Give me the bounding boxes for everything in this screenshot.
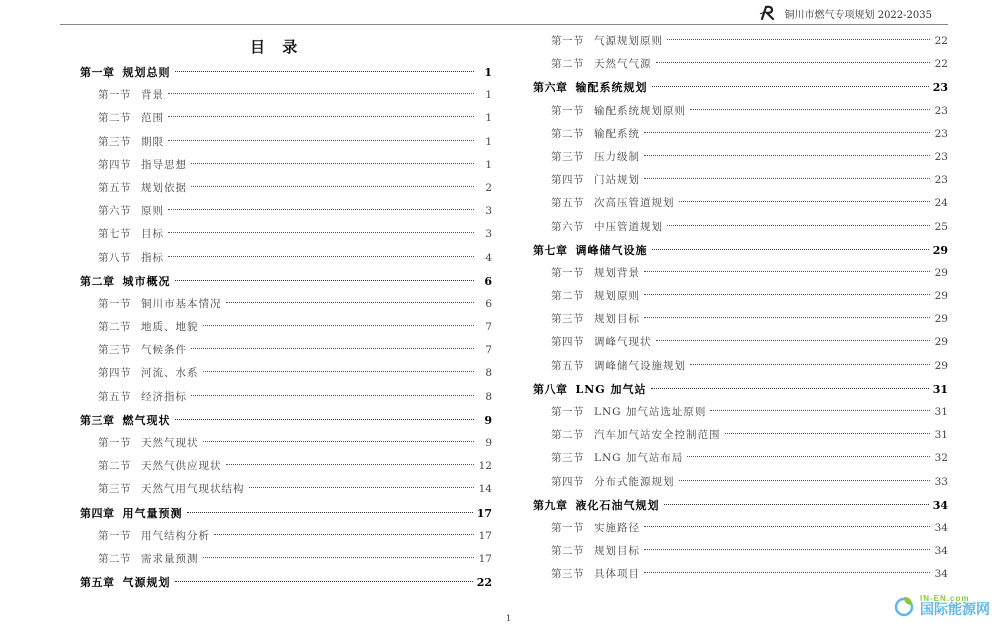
entry-title: 天然气现状 xyxy=(141,437,199,449)
entry-page: 22 xyxy=(476,576,492,590)
dot-leader xyxy=(175,581,473,582)
entry-page: 17 xyxy=(476,506,492,520)
entry-number: 第一节 xyxy=(551,406,584,418)
entry-number: 第八章 xyxy=(533,382,568,396)
toc-left-column xyxy=(80,61,492,594)
dot-leader xyxy=(187,512,473,513)
entry-title: 次高压管道规划 xyxy=(594,197,675,210)
entry-page: 1 xyxy=(485,158,492,171)
dot-leader xyxy=(226,302,475,303)
toc-chapter-entry[interactable] xyxy=(80,502,492,525)
entry-number: 第一章 xyxy=(80,66,115,79)
toc-section-entry[interactable] xyxy=(533,169,948,192)
dot-leader xyxy=(644,572,930,573)
entry-page: 8 xyxy=(485,390,492,403)
entry-title: 调峰储气设施 xyxy=(575,243,648,257)
entry-title: 液化石油气规划 xyxy=(575,498,660,512)
entry-page: 33 xyxy=(934,475,948,488)
toc-chapter-entry[interactable] xyxy=(80,61,492,84)
entry-number: 第三节 xyxy=(98,135,131,148)
entry-title: 输配系统规划原则 xyxy=(594,104,686,117)
watermark-domain: IN-EN.com xyxy=(920,594,970,603)
entry-number: 第一节 xyxy=(98,89,131,102)
entry-title: 规划总则 xyxy=(122,66,171,79)
entry-number: 第一节 xyxy=(98,297,131,310)
dot-leader xyxy=(214,534,474,535)
entry-page: 24 xyxy=(934,197,948,210)
entry-number: 第二节 xyxy=(551,545,584,558)
toc-section-entry[interactable] xyxy=(533,540,948,563)
entry-title: LNG 加气站布局 xyxy=(594,452,684,465)
dot-leader xyxy=(690,109,930,110)
entry-title: 实施路径 xyxy=(594,521,640,534)
dot-leader xyxy=(168,209,474,210)
dot-leader xyxy=(667,39,930,40)
toc-section-entry[interactable] xyxy=(533,424,948,447)
dot-leader xyxy=(203,441,475,442)
entry-number: 第五节 xyxy=(98,181,131,194)
toc-section-entry[interactable] xyxy=(80,455,492,478)
entry-page: 7 xyxy=(485,344,492,357)
dot-leader xyxy=(191,186,474,187)
entry-title: 期限 xyxy=(141,135,164,148)
dot-leader xyxy=(168,116,474,117)
toc-section-entry[interactable] xyxy=(533,53,948,76)
toc-section-entry[interactable] xyxy=(80,339,492,362)
toc-chapter-entry[interactable] xyxy=(533,378,948,401)
entry-title: 规划背景 xyxy=(594,266,640,279)
company-logo-icon xyxy=(759,5,781,21)
entry-number: 第三节 xyxy=(98,483,131,496)
toc-section-entry[interactable] xyxy=(533,517,948,540)
entry-page: 1 xyxy=(484,66,492,79)
toc-chapter-entry[interactable] xyxy=(80,270,492,293)
toc-section-entry[interactable] xyxy=(533,308,948,331)
entry-page: 34 xyxy=(934,568,948,581)
entry-page: 6 xyxy=(484,274,492,288)
entry-page: 14 xyxy=(478,483,492,496)
toc-section-entry[interactable] xyxy=(80,154,492,177)
dot-leader xyxy=(226,464,475,465)
entry-title: 规划依据 xyxy=(141,181,187,194)
toc-section-entry[interactable] xyxy=(533,355,948,378)
dot-leader xyxy=(644,526,930,527)
entry-number: 第六节 xyxy=(551,220,584,233)
entry-number: 第三节 xyxy=(551,452,584,465)
dot-leader xyxy=(656,62,931,63)
entry-title: 规划目标 xyxy=(594,313,640,326)
entry-title: 气源规划原则 xyxy=(594,35,663,47)
entry-page: 29 xyxy=(934,336,948,349)
toc-section-entry[interactable] xyxy=(80,177,492,200)
toc-section-entry[interactable] xyxy=(533,100,948,123)
entry-title: 输配系统规划 xyxy=(575,81,648,95)
page-header xyxy=(759,5,932,21)
toc-section-entry[interactable] xyxy=(80,107,492,130)
toc-section-entry[interactable] xyxy=(80,316,492,339)
entry-page: 23 xyxy=(934,150,948,163)
entry-page: 23 xyxy=(932,81,948,95)
dot-leader xyxy=(679,480,931,481)
toc-chapter-entry[interactable] xyxy=(533,494,948,517)
entry-page: 6 xyxy=(485,297,492,310)
entry-title: 调峰气现状 xyxy=(594,336,652,349)
entry-title: 目标 xyxy=(141,228,164,241)
entry-title: 汽车加气站安全控制范围 xyxy=(594,429,721,442)
watermark-leaf-icon xyxy=(892,594,916,618)
toc-section-entry[interactable] xyxy=(533,331,948,354)
dot-leader xyxy=(203,557,475,558)
entry-number: 第二节 xyxy=(98,321,131,334)
entry-page: 2 xyxy=(485,181,492,194)
entry-number: 第三节 xyxy=(551,568,584,581)
dot-leader xyxy=(191,348,474,349)
toc-section-entry[interactable] xyxy=(533,563,948,586)
dot-leader xyxy=(687,456,930,457)
entry-title: 调峰储气设施规划 xyxy=(594,359,686,372)
dot-leader xyxy=(175,419,475,420)
dot-leader xyxy=(644,294,930,295)
toc-section-entry[interactable] xyxy=(533,123,948,146)
entry-number: 第四节 xyxy=(551,336,584,349)
toc-section-entry[interactable] xyxy=(80,362,492,385)
entry-number: 第八节 xyxy=(98,251,131,264)
entry-page: 12 xyxy=(478,460,492,473)
entry-title: LNG 加气站 xyxy=(575,382,647,396)
entry-page: 1 xyxy=(485,135,492,148)
toc-section-entry[interactable] xyxy=(80,131,492,154)
entry-title: 需求量预测 xyxy=(141,552,199,565)
entry-number: 第四节 xyxy=(98,367,131,380)
entry-page: 23 xyxy=(934,104,948,117)
dot-leader xyxy=(679,201,931,202)
entry-page: 22 xyxy=(934,58,948,71)
entry-page: 31 xyxy=(934,406,948,418)
entry-title: 经济指标 xyxy=(141,390,187,403)
toc-section-entry[interactable] xyxy=(533,146,948,169)
toc-section-entry[interactable] xyxy=(533,471,948,494)
entry-number: 第二节 xyxy=(98,552,131,565)
entry-number: 第一节 xyxy=(551,521,584,534)
entry-page: 3 xyxy=(485,205,492,218)
entry-page: 31 xyxy=(934,429,948,442)
header-rule xyxy=(60,24,948,25)
dot-leader xyxy=(644,178,930,179)
entry-title: 背景 xyxy=(141,89,164,102)
dot-leader xyxy=(191,395,474,396)
entry-page: 25 xyxy=(934,220,948,233)
toc-section-entry[interactable] xyxy=(80,84,492,107)
entry-number: 第六节 xyxy=(98,205,131,218)
dot-leader xyxy=(249,487,475,488)
entry-page: 29 xyxy=(932,243,948,257)
dot-leader xyxy=(710,410,930,411)
toc-chapter-entry[interactable] xyxy=(533,76,948,99)
entry-page: 29 xyxy=(934,290,948,303)
toc-section-entry[interactable] xyxy=(533,447,948,470)
entry-page: 17 xyxy=(478,529,492,542)
entry-page: 29 xyxy=(934,359,948,372)
entry-title: 门站规划 xyxy=(594,174,640,187)
entry-page: 22 xyxy=(934,35,948,47)
entry-title: LNG 加气站选址原则 xyxy=(594,406,707,418)
entry-number: 第七节 xyxy=(98,228,131,241)
entry-number: 第一节 xyxy=(551,104,584,117)
toc-section-entry[interactable] xyxy=(533,192,948,215)
entry-number: 第五节 xyxy=(98,390,131,403)
entry-title: 分布式能源规划 xyxy=(594,475,675,488)
page-number: 1 xyxy=(506,614,512,623)
entry-title: 用气量预测 xyxy=(122,506,183,520)
entry-number: 第一节 xyxy=(551,266,584,279)
toc-section-entry[interactable] xyxy=(533,285,948,308)
dot-leader xyxy=(664,504,929,505)
entry-title: 天然气气源 xyxy=(594,58,652,71)
dot-leader xyxy=(175,71,475,72)
dot-leader xyxy=(168,256,474,257)
entry-title: 城市概况 xyxy=(122,274,171,288)
entry-title: 铜川市基本情况 xyxy=(141,297,222,310)
entry-title: 具体项目 xyxy=(594,568,640,581)
dot-leader xyxy=(644,549,930,550)
toc-section-entry[interactable] xyxy=(533,401,948,424)
entry-page: 1 xyxy=(485,89,492,102)
entry-title: 河流、水系 xyxy=(141,367,199,380)
entry-number: 第三节 xyxy=(98,344,131,357)
entry-page: 23 xyxy=(934,174,948,187)
entry-page: 31 xyxy=(932,382,948,396)
header-title: 铜川市燃气专项规划 2022-2035 xyxy=(784,9,932,21)
entry-page: 29 xyxy=(934,266,948,279)
entry-number: 第九章 xyxy=(533,498,568,512)
entry-title: 指导思想 xyxy=(141,158,187,171)
toc-section-entry[interactable] xyxy=(533,216,948,239)
dot-leader xyxy=(651,388,929,389)
entry-page: 7 xyxy=(485,321,492,334)
entry-title: 压力级制 xyxy=(594,150,640,163)
entry-title: 气候条件 xyxy=(141,344,187,357)
entry-number: 第二节 xyxy=(551,58,584,71)
dot-leader xyxy=(667,225,930,226)
entry-number: 第五节 xyxy=(551,197,584,210)
entry-number: 第二节 xyxy=(98,460,131,473)
watermark xyxy=(892,594,990,618)
entry-title: 中压管道规划 xyxy=(594,220,663,233)
entry-title: 范围 xyxy=(141,112,164,125)
entry-number: 第五章 xyxy=(80,576,115,590)
dot-leader xyxy=(168,232,474,233)
dot-leader xyxy=(644,271,930,272)
dot-leader xyxy=(191,163,474,164)
entry-page: 32 xyxy=(934,452,948,465)
toc-section-entry[interactable] xyxy=(80,432,492,455)
entry-page: 4 xyxy=(485,251,492,264)
entry-number: 第二节 xyxy=(98,112,131,125)
entry-page: 17 xyxy=(478,552,492,565)
entry-page: 23 xyxy=(934,127,948,140)
dot-leader xyxy=(725,433,931,434)
toc-section-entry[interactable] xyxy=(80,200,492,223)
dot-leader xyxy=(644,317,930,318)
dot-leader xyxy=(644,132,930,133)
toc-section-entry[interactable] xyxy=(80,223,492,246)
entry-title: 地质、地貌 xyxy=(141,321,199,334)
entry-number: 第四章 xyxy=(80,506,115,520)
entry-page: 8 xyxy=(485,367,492,380)
dot-leader xyxy=(652,249,929,250)
entry-title: 用气结构分析 xyxy=(141,529,210,542)
toc-chapter-entry[interactable] xyxy=(80,409,492,432)
dot-leader xyxy=(203,325,475,326)
entry-page: 9 xyxy=(484,413,492,427)
toc-section-entry[interactable] xyxy=(80,525,492,548)
entry-number: 第七章 xyxy=(533,243,568,257)
entry-number: 第三节 xyxy=(551,150,584,163)
toc-section-entry[interactable] xyxy=(80,548,492,571)
toc-section-entry[interactable] xyxy=(80,478,492,501)
entry-page: 3 xyxy=(485,228,492,241)
entry-number: 第三章 xyxy=(80,413,115,427)
entry-number: 第四节 xyxy=(551,174,584,187)
entry-title: 天然气用气现状结构 xyxy=(141,483,245,496)
entry-number: 第二节 xyxy=(551,429,584,442)
entry-number: 第一节 xyxy=(551,35,584,47)
toc-right-column xyxy=(533,30,948,587)
entry-title: 输配系统 xyxy=(594,127,640,140)
toc-section-entry[interactable] xyxy=(533,262,948,285)
entry-title: 燃气现状 xyxy=(122,413,171,427)
entry-number: 第四节 xyxy=(551,475,584,488)
entry-page: 9 xyxy=(485,437,492,449)
dot-leader xyxy=(175,280,475,281)
dot-leader xyxy=(644,155,930,156)
entry-number: 第二节 xyxy=(551,290,584,303)
dot-leader xyxy=(203,371,475,372)
entry-number: 第一节 xyxy=(98,437,131,449)
entry-number: 第一节 xyxy=(98,529,131,542)
entry-page: 34 xyxy=(932,498,948,512)
watermark-brand: 国际能源网 xyxy=(920,602,990,618)
toc-section-entry[interactable] xyxy=(533,30,948,53)
toc-chapter-entry[interactable] xyxy=(80,571,492,594)
dot-leader xyxy=(656,340,931,341)
dot-leader xyxy=(690,364,930,365)
toc-chapter-entry[interactable] xyxy=(533,239,948,262)
entry-page: 34 xyxy=(934,521,948,534)
toc-section-entry[interactable] xyxy=(80,293,492,316)
entry-number: 第四节 xyxy=(98,158,131,171)
entry-title: 规划目标 xyxy=(594,545,640,558)
entry-title: 指标 xyxy=(141,251,164,264)
dot-leader xyxy=(652,86,929,87)
entry-title: 气源规划 xyxy=(122,576,171,590)
entry-page: 1 xyxy=(485,112,492,125)
entry-number: 第三节 xyxy=(551,313,584,326)
toc-section-entry[interactable] xyxy=(80,247,492,270)
entry-title: 原则 xyxy=(141,205,164,218)
entry-title: 天然气供应现状 xyxy=(141,460,222,473)
dot-leader xyxy=(168,93,474,94)
entry-number: 第五节 xyxy=(551,359,584,372)
entry-number: 第二节 xyxy=(551,127,584,140)
toc-title: 目 录 xyxy=(250,38,304,56)
toc-section-entry[interactable] xyxy=(80,386,492,409)
entry-page: 29 xyxy=(934,313,948,326)
entry-title: 规划原则 xyxy=(594,290,640,303)
dot-leader xyxy=(168,140,474,141)
entry-number: 第六章 xyxy=(533,81,568,95)
entry-page: 34 xyxy=(934,545,948,558)
entry-number: 第二章 xyxy=(80,274,115,288)
